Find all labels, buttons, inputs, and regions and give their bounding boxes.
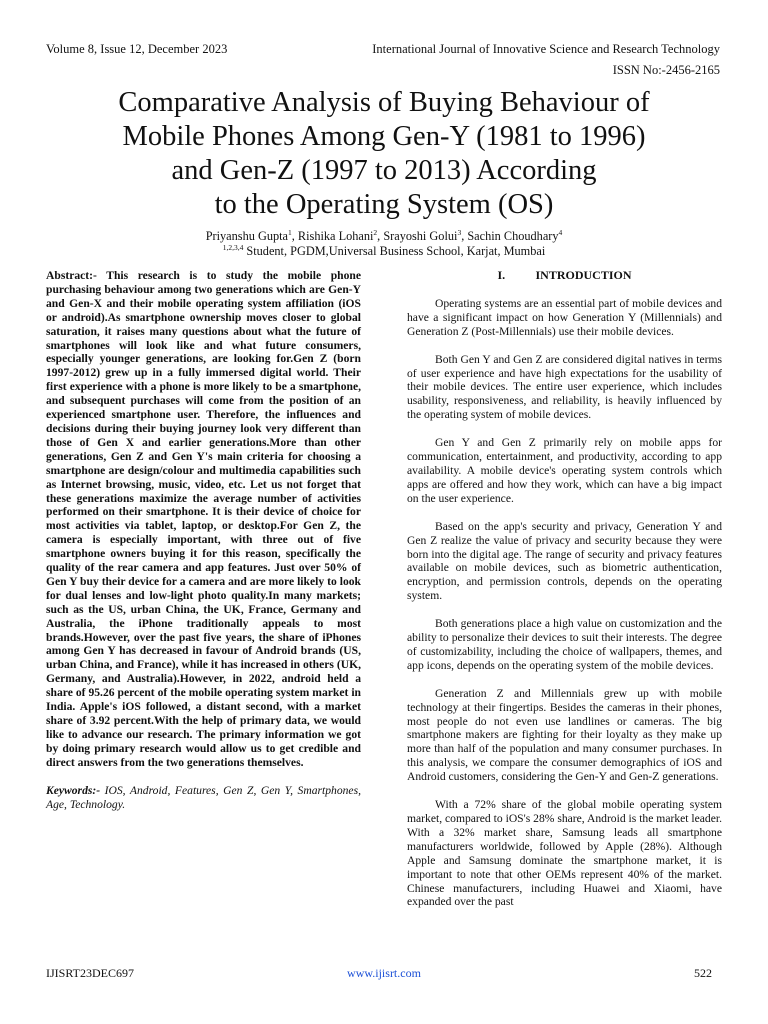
title-line: Mobile Phones Among Gen-Y (1981 to 1996) [122,121,646,152]
intro-paragraph: Both Gen Y and Gen Z are considered digital natives in terms of user experience and have high expectations for the usability of their mobile devices. The entire user experience, which includes usability, responsiveness, and reliability, is heavily influenced by the operating system of mobile devices. [407,352,722,422]
affiliation-text: Student, PGDM,Universal Business School, Karjat, Mumbai [243,244,546,258]
author-sep: , [377,229,384,243]
author-name: Srayoshi Golui [383,229,458,243]
title-line: Comparative Analysis of Buying Behaviour of [118,87,650,118]
author-name: Sachin Choudhary [467,229,559,243]
footer-url[interactable]: www.ijisrt.com [347,966,421,980]
section-number: I. [497,268,506,282]
author-sup: 2 [373,227,378,237]
author-sep: , [461,229,468,243]
left-column [46,269,361,811]
keywords-label: Keywords:- [46,783,101,797]
affiliation [40,244,728,258]
author-name: Priyanshu Gupta [205,229,289,243]
author-list [40,229,728,243]
section-title: INTRODUCTION [535,268,632,282]
author-sep: , [291,229,298,243]
keywords-text: IOS, Android, Features, Gen Z, Gen Y, Smartphones, Age, Technology. [46,783,361,811]
right-column [407,269,722,923]
intro-paragraph: Generation Z and Millennials grew up with mobile technology at their fingertips. Besides the cameras in their phones, most people do not even use landlines or cameras. The big smartphone makers are fighting for their loyalty as they make up more than half of the population and many consumer purchases. In this analysis, we compare the consumer demographics of iOS and Android customers, considering the Gen-Y and Gen-Z generations. [407,686,722,784]
keywords [46,784,361,812]
author-sup: 1 [288,227,292,237]
author-name: Rishika Lohani [297,229,374,243]
intro-paragraph: Based on the app's security and privacy, Generation Y and Gen Z realize the value of privacy and security because they were born into the digital age. The range of security and privacy features available on mobile devices, such as biometric authentication, encryption, and permission controls, depends on the operating system. [407,519,722,603]
section-heading [407,269,722,283]
author-sup: 3 [457,227,462,237]
author-sup: 4 [558,227,563,237]
intro-paragraph: Gen Y and Gen Z primarily rely on mobile apps for communication, entertainment, and productivity, according to app availability. A mobile device's operating system controls which apps are offered and how they work, which can have a big impact on the user experience. [407,436,722,505]
header-issn: ISSN No:-2456-2165 [612,63,720,77]
title-line: to the Operating System (OS) [214,189,554,220]
page-number: 522 [694,966,712,980]
header-journal: International Journal of Innovative Science and Research Technology [372,42,720,56]
intro-paragraph: With a 72% share of the global mobile operating system market, compared to iOS's 28% share, Android is the market leader. With a 32% market share, Samsung leads all smartphone manufacturers worldwide, followed by Apple (28%). Although Apple and Samsung dominate the smartphone market, it is important to note that other OEMs represent 40% of the market. Chinese manufacturers, including Huawei and Xiaomi, have expanded over the past [407,798,722,909]
intro-paragraph: Both generations place a high value on customization and the ability to personalize their devices to suit their interests. The degree of customizability, including the choice of wallpapers, themes, and app icons, depends on the operating system of the mobile devices. [407,617,722,672]
header-volume: Volume 8, Issue 12, December 2023 [46,42,228,56]
abstract: Abstract:- This research is to study the mobile phone purchasing behaviour among two generations which are Gen-Y and Gen-X and their mobile operating system affiliation (iOS or android).As smartphone ownership moves closer to global saturation, it raises many questions about what the future of smartphones will look like and what future consumers, especially younger generations, are looking for.Gen Z (born 1997-2012) grew up in a fully immersed digital world. Their first experience with a phone is more likely to be a smartphone, and subsequent purchases will come from the position of an experienced smartphone user. Therefore, the influences and decisions during their buying journey look very different than those of Gen X and earlier generations.More than other generations, Gen Z and Gen Y's main criteria for choosing a smartphone are design/colour and multimedia capabilities such as Internet browsing, music, video, etc. Let us not forget that these generations maximize the average number of activities performed on their smartphone. It is their device of choice for most activities via tablet, laptop, or desktop.For Gen Z, the camera is especially important, with three out of five smartphone owners buying it for this reason, specifically the quality of the rear camera and app features. Just over 50% of Gen Y buy their device for a camera and are more likely to look for dual lenses and low-light photo quality.In many markets; such as the US, urban China, the UK, France, Germany and Australia, the iPhone traditionally appeals to most brands.However, over the past five years, the share of iPhones among Gen Y has decreased in favour of Android brands (US, urban China, and France), while it has increased in others (UK, Germany, and Australia).However, in 2022, android held a share of 95.26 percent of the mobile operating system market in India. Apple's iOS followed, a distant second, with a market share of 3.92 percent.With the help of primary data, we would like to advance our research. The primary information we got by doing primary research would allow us to get credible and direct answers from the two generations themselves. [46,269,361,769]
footer-code: IJISRT23DEC697 [46,966,134,980]
intro-paragraph: Operating systems are an essential part of mobile devices and have a significant impact on how Generation Y (Millennials) and Generation Z (Post-Millennials) use their mobile devices. [407,296,722,338]
paper-title [40,86,728,222]
affiliation-sup: 1,2,3,4 [222,242,244,252]
title-line: and Gen-Z (1997 to 2013) According [171,155,597,186]
